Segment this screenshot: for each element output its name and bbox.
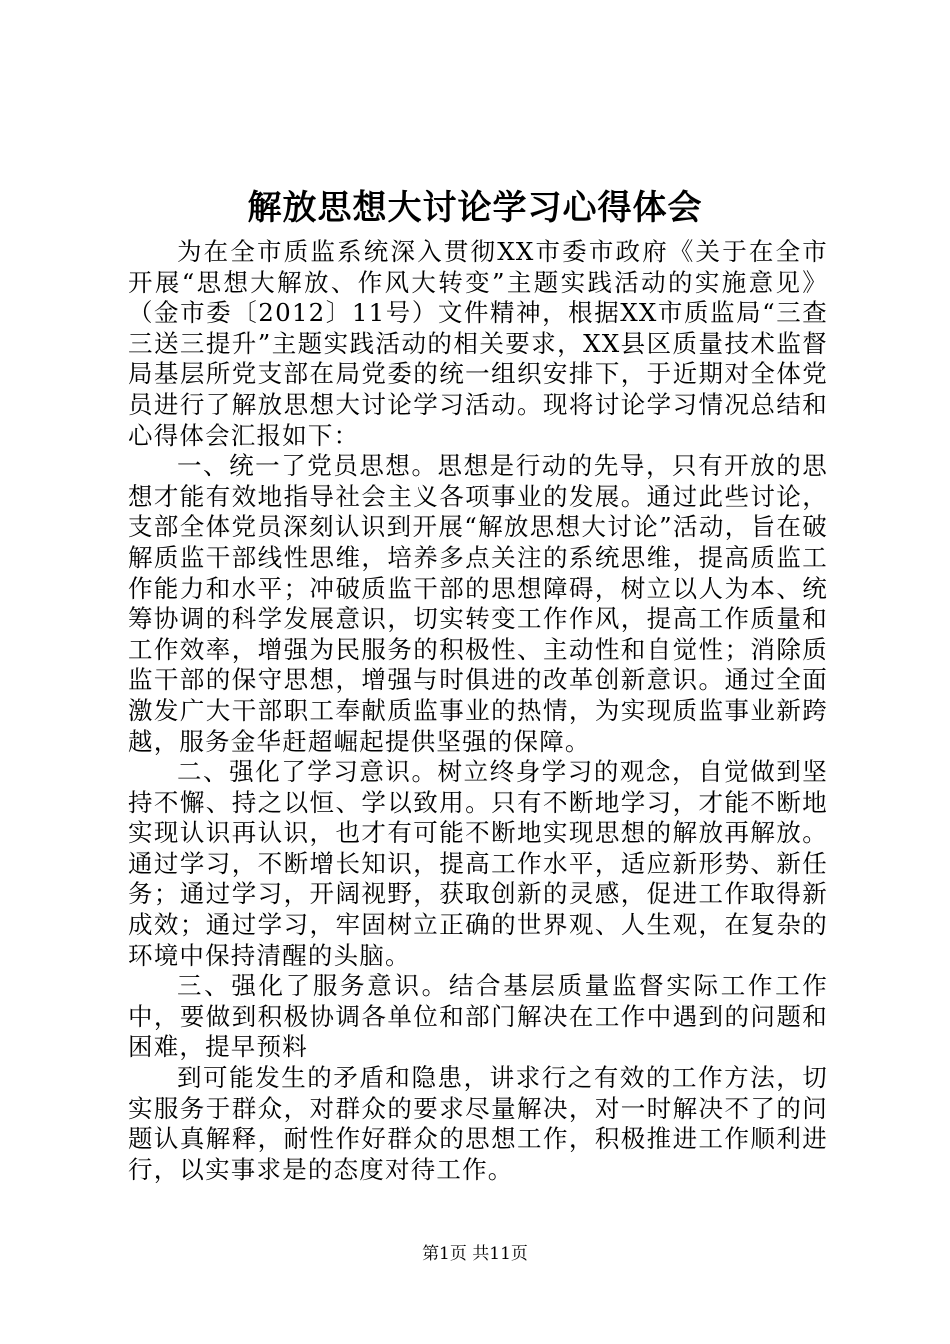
section-one-paragraph: 一、统一了党员思想。思想是行动的先导，只有开放的思想才能有效地指导社会主义各项事业的发展。通过此些讨论，支部全体党员深刻认识到开展“解放思想大讨论”活动，旨在破解质监干部线性思维，培养多点关注的系统思维，提高质监工作能力和水平；冲破质监干部的思想障碍，树立以人为本、统筹协调的科学发展意识，切实转变工作作风，提高工作质量和工作效率，增强为民服务的积极性、主动性和自觉性；消除质监干部的保守思想，增强与时俱进的改革创新意识。通过全面激发广大干部职工奉献质监事业的热情，为实现质监事业新跨越，服务金华赶超崛起提供坚强的保障。 <box>128 451 828 756</box>
continuation-paragraph: 到可能发生的矛盾和隐患，讲求行之有效的工作方法，切实服务于群众，对群众的要求尽量解决，对一时解决不了的问题认真解释，耐性作好群众的思想工作，积极推进工作顺利进行，以实事求是的态度对待工作。 <box>128 1063 828 1184</box>
section-three-paragraph: 三、强化了服务意识。结合基层质量监督实际工作工作中，要做到积极协调各单位和部门解决在工作中遇到的问题和困难，提早预料 <box>128 971 828 1062</box>
document-title: 解放思想大讨论学习心得体会 <box>247 188 703 228</box>
document-body <box>128 237 828 1185</box>
section-two-paragraph: 二、强化了学习意识。树立终身学习的观念，自觉做到坚持不懈、持之以恒、学以致用。只有不断地学习，才能不断地实现认识再认识，也才有可能不断地实现思想的解放再解放。通过学习，不断增长知识，提高工作水平，适应新形势、新任务；通过学习，开阔视野，获取创新的灵感，促进工作取得新成效；通过学习，牢固树立正确的世界观、人生观，在复杂的环境中保持清醒的头脑。 <box>128 757 828 970</box>
intro-paragraph: 为在全市质监系统深入贯彻XX市委市政府《关于在全市开展“思想大解放、作风大转变”主题实践活动的实施意见》（金市委〔2012〕11号）文件精神，根据XX市质监局“三查三送三提升”主题实践活动的相关要求，XX县区质量技术监督局基层所党支部在局党委的统一组织安排下，于近期对全体党员进行了解放思想大讨论学习活动。现将讨论学习情况总结和心得体会汇报如下： <box>128 237 828 450</box>
page-number-footer: 第1页 共11页 <box>422 1244 528 1264</box>
